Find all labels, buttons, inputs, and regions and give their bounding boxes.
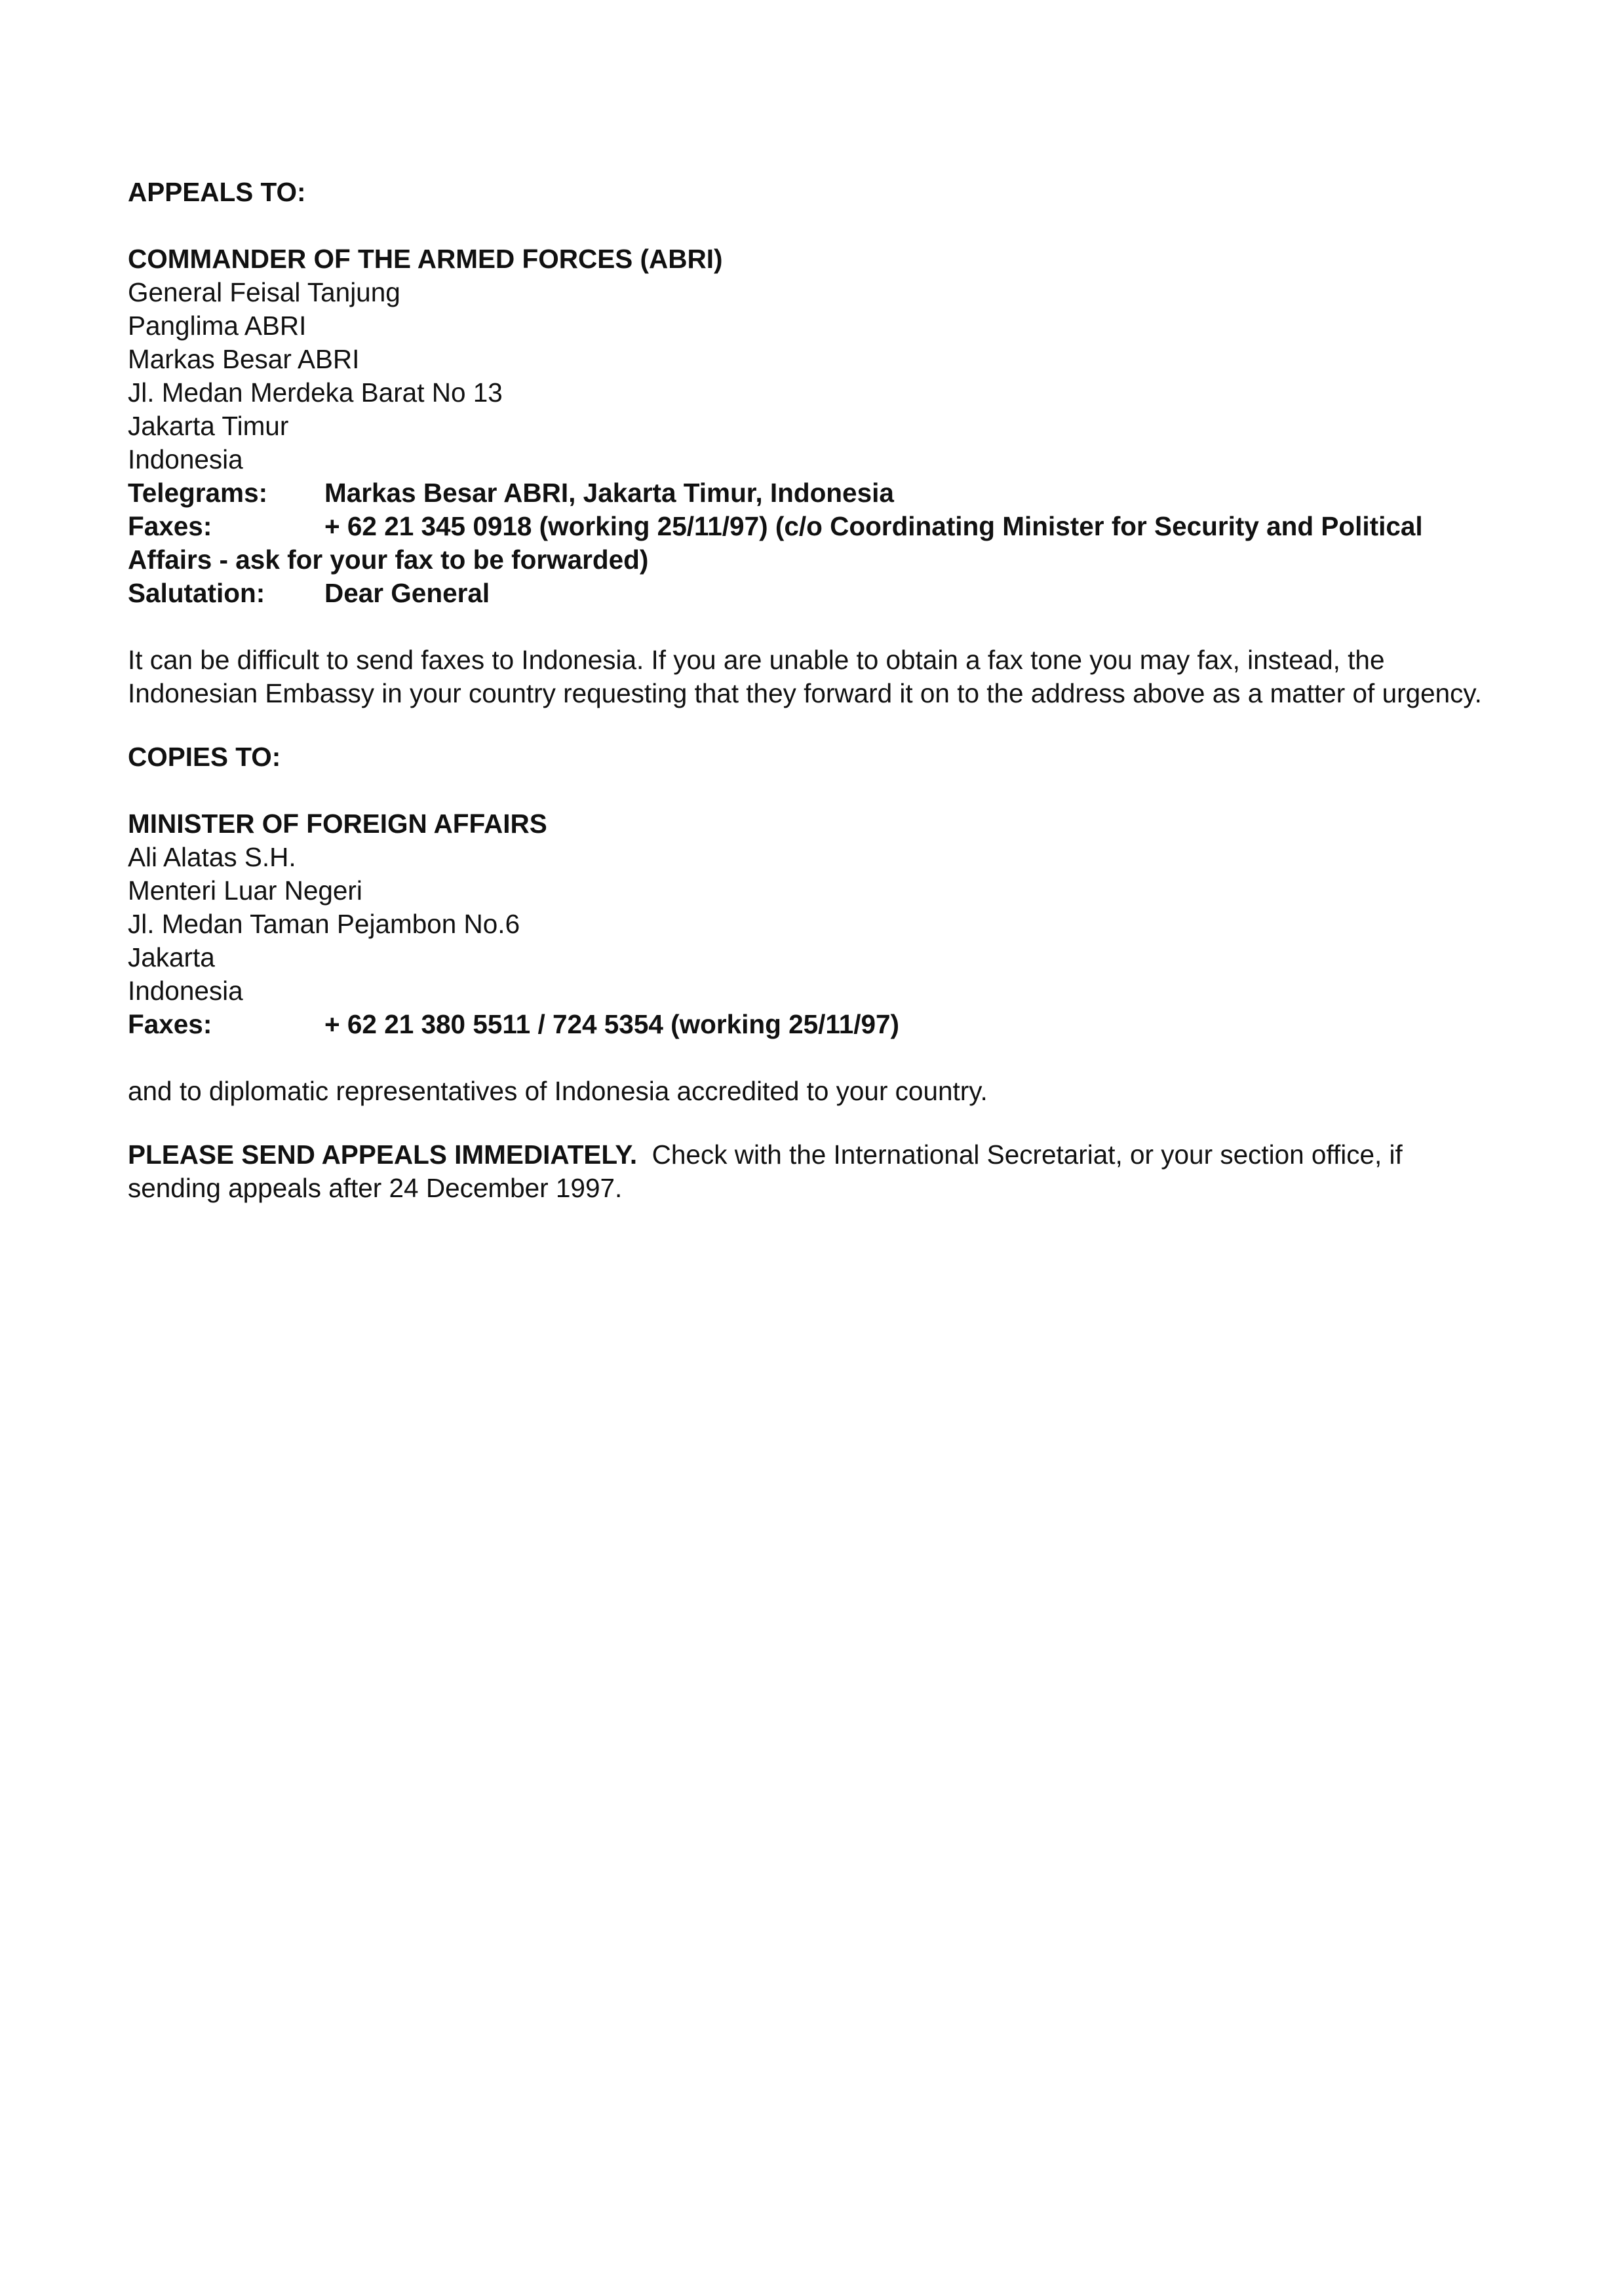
faxes-row — [128, 510, 1491, 543]
faxes-row — [128, 1008, 1491, 1041]
salutation-label: Salutation: — [128, 578, 265, 608]
address-line: Jl. Medan Taman Pejambon No.6 — [128, 909, 520, 939]
telegrams-label: Telegrams: — [128, 478, 268, 508]
salutation-row — [128, 577, 1491, 610]
address-line: Jakarta Timur — [128, 411, 289, 441]
commander-block — [128, 242, 1491, 610]
address-line: Menteri Luar Negeri — [128, 875, 362, 906]
address-line: Markas Besar ABRI — [128, 344, 360, 374]
address-line: Indonesia — [128, 444, 243, 474]
faxes-value: + 62 21 380 5511 / 724 5354 (working 25/11/97) — [324, 1009, 900, 1039]
document-page — [128, 176, 1491, 1205]
closing-paragraph — [128, 1138, 1491, 1205]
foreign-minister-title: MINISTER OF FOREIGN AFFAIRS — [128, 809, 547, 839]
fax-note: It can be difficult to send faxes to Indonesia. If you are unable to obtain a fax tone you may fax, instead, the Indonesian Embassy in your country requesting that they forward it on to the address above as a matter of urgency. — [128, 645, 1482, 708]
closing-text: Check with the International Secretariat, or your section office, if sending appeals after 24 December 1997. — [128, 1139, 1410, 1203]
closing-bold: PLEASE SEND APPEALS IMMEDIATELY. — [128, 1139, 638, 1170]
address-line: General Feisal Tanjung — [128, 277, 400, 307]
telegrams-row — [128, 476, 1491, 510]
address-line: Ali Alatas S.H. — [128, 842, 296, 872]
address-line: Jl. Medan Merdeka Barat No 13 — [128, 377, 503, 408]
salutation-value: Dear General — [324, 578, 490, 608]
faxes-value: + 62 21 345 0918 (working 25/11/97) (c/o Coordinating Minister for Security and Political — [324, 511, 1423, 541]
appeals-heading: APPEALS TO: — [128, 177, 306, 207]
commander-title: COMMANDER OF THE ARMED FORCES (ABRI) — [128, 244, 723, 274]
faxes-value-continued: Affairs - ask for your fax to be forwarded) — [128, 545, 649, 575]
diplomatic-note: and to diplomatic representatives of Indonesia accredited to your country. — [128, 1076, 988, 1106]
copies-heading: COPIES TO: — [128, 742, 281, 772]
address-line: Indonesia — [128, 976, 243, 1006]
foreign-minister-block — [128, 807, 1491, 1041]
telegrams-value: Markas Besar ABRI, Jakarta Timur, Indonesia — [324, 478, 894, 508]
address-line: Jakarta — [128, 942, 215, 972]
address-line: Panglima ABRI — [128, 311, 307, 341]
faxes-label: Faxes: — [128, 1009, 212, 1039]
faxes-label: Faxes: — [128, 511, 212, 541]
